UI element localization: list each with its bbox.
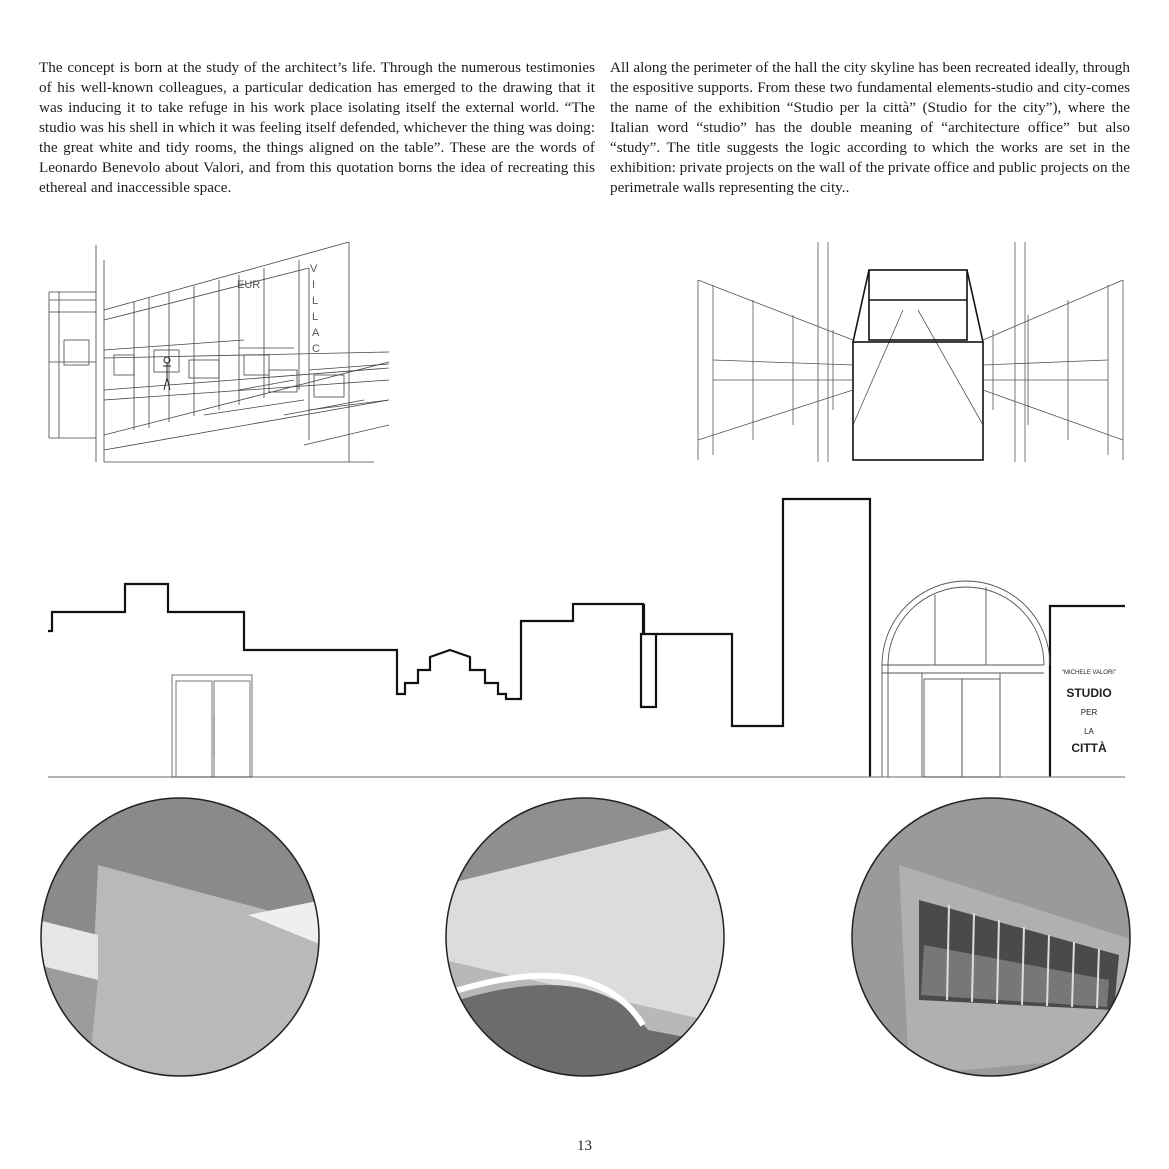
intro-text-left: The concept is born at the study of the architect’s life. Through the numerous testimonies of his well-known colleagues, a particular dedication has emerged to the drawing that it was inducing it to take refuge in his work place isolating itself the external world. “The studio was his shell in which it was feeling itself defended, whichever the thing was doing: the great white and tidy rooms, the things aligned on the table”. These are the words of Leonardo Benevolo about Valori, and from this quotation borns the idea of recreating this ethereal and inaccessible space. — [39, 59, 595, 196]
sign-studio: STUDIO — [1066, 686, 1112, 700]
sketch-studio-interior — [44, 240, 396, 466]
label-villa-i: I — [312, 279, 316, 291]
sign-la: LA — [1084, 727, 1094, 736]
skyline-outline — [48, 499, 1125, 777]
page-number: 13 — [577, 1138, 592, 1154]
intro-text-right: All along the perimeter of the hall the city skyline has been recreated ideally, through the espositive supports. From these two fundamental elements-studio and city-comes the name of the exhibition “Studio per la città” (Studio for the city”), where the Italian word “studio” has the double meaning of “architecture office” but also “study”. The title suggests the logic according to which the works are set in the exhibition: private projects on the wall of the private office and public projects on the perimetrale walls representing the city.. — [610, 59, 1130, 196]
photo-circle-3 — [849, 795, 1133, 1079]
sketch-office-corridor — [693, 240, 1129, 466]
exhibition-sign — [1062, 670, 1116, 755]
label-villa-v: V — [310, 263, 318, 275]
sign-citta: CITTÀ — [1071, 741, 1107, 755]
label-villa-l2: L — [312, 311, 319, 323]
sign-valori: “MICHELE VALORI” — [1062, 670, 1116, 676]
label-eur: EUR — [237, 279, 261, 291]
city-skyline-elevation — [40, 495, 1130, 785]
central-box — [853, 270, 983, 460]
label-villa-a: A — [312, 327, 320, 339]
sign-per: PER — [1080, 708, 1098, 717]
label-villa-l1: L — [312, 295, 319, 307]
label-villa-c: C — [312, 343, 320, 355]
photo-circle-2 — [443, 795, 727, 1079]
arched-entrance — [882, 581, 1050, 777]
photo-circle-1 — [38, 795, 322, 1079]
door-left — [172, 675, 252, 777]
